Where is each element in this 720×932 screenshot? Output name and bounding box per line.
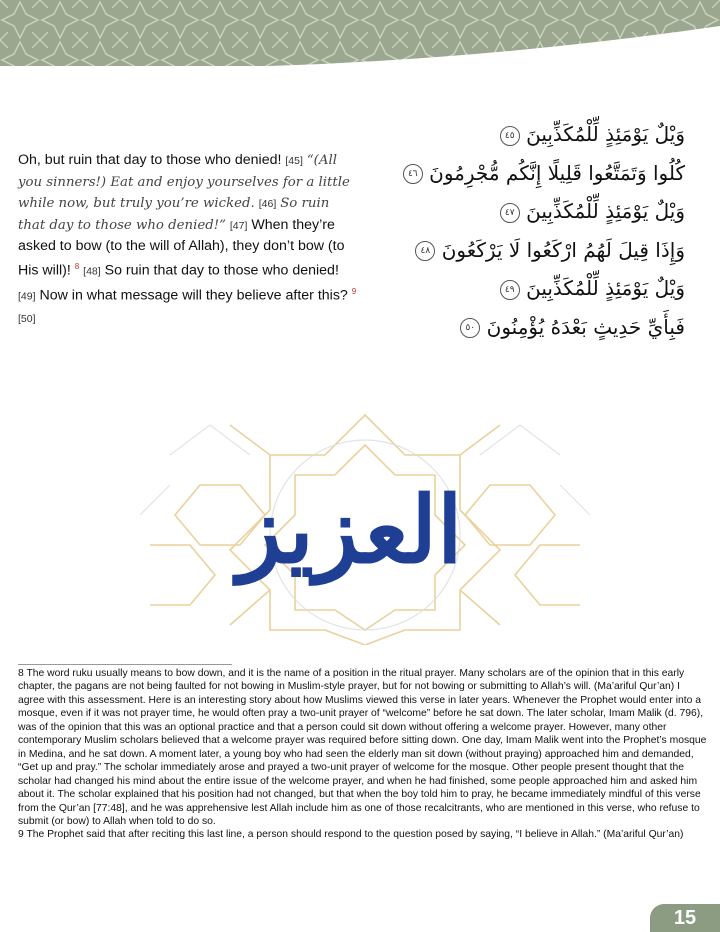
ayah-number-icon: ٤٩ <box>500 280 520 300</box>
page-number: 15 <box>650 904 720 932</box>
footnote-divider <box>18 664 232 665</box>
translation-text: Oh, but ruin that day to those who denied! <box>18 152 282 168</box>
arabic-verse-text: فَبِأَيِّ حَدِيثٍ بَعْدَهُ يُؤْمِنُونَ <box>486 314 685 339</box>
verse-number: [48] <box>83 265 101 278</box>
arabic-verse-text: وَإِذَا قِيلَ لَهُمُ ارْكَعُوا لَا يَرْكَعُونَ <box>441 237 685 262</box>
geometric-pattern-banner <box>0 0 720 66</box>
translation-text-italic: So ruin that day to those who denied!” <box>18 196 330 233</box>
translation-text: Now in what message will they believe after this? <box>39 288 348 305</box>
arabic-verse-text: كُلُوا وَتَمَتَّعُوا قَلِيلًا إِنَّكُم مُّجْرِمُونَ <box>429 160 685 185</box>
translation-text-italic: “(All you sinners!) Eat and enjoy yourselves for a little while now, but truly you’re wicked. <box>18 153 350 212</box>
arabic-verse <box>355 115 685 154</box>
arabic-verse <box>355 308 685 347</box>
ayah-number-icon: ٥٠ <box>460 318 480 338</box>
arabic-verse <box>355 269 685 308</box>
footnote-9: 9 The Prophet said that after reciting this last line, a person should respond to the question posed by saying, “I believe in Allah.” (Ma’ariful Qur’an) <box>18 829 684 841</box>
footnote-8: 8 The word ruku usually means to bow down, and it is the name of a position in the ritual prayer. Many scholars are of the opinion that in this early chapter, the pagans are not being faulted for not bowing in Muslim-style prayer, but for not bowing or submitting to Allah’s will. (Ma’ariful Qur’an) I agree with this assessment. Here is an interesting story about how Muslims viewed this verse in later years. Whenever the Prophet would enter into a mosque, even if it was not prayer time, he would often pray a two-unit prayer of “welcome” before he sat down. The later scholar, Imam Malik (d. 796), was of the opinion that this was an optional practice and that a person could sit down without offering a welcome prayer. However, many other contemporary Muslim scholars believed that a welcome prayer was required before sitting down. One day, Imam Malik went into the Prophet’s mosque in Medina, and he sat down. A moment later, a young boy who had seen the elderly man sit down (without praying) approached him and demanded, “Get up and pray.” The scholar immediately arose and prayed a two-unit prayer of welcome for the mosque. Other people present thought that the scholar had changed his mind about the entire issue of the welcome prayer, and when he had finished, some people approached him and asked him about it. The scholar explained that his position had not changed, but that when the boy told him to pray, he became immediately mindful of this verse from the Qur’an [77:48], and he was apprehensive lest Allah include him as one of those recalcitrants, who are mentioned in this verse, who refuse to submit (or bow) to Allah when told to do so. <box>18 668 707 827</box>
ayah-number-icon: ٤٥ <box>500 126 520 146</box>
ayah-number-icon: ٤٨ <box>415 241 435 261</box>
arabic-verse <box>355 231 685 270</box>
arabic-verse-text: وَيْلٌ يَوْمَئِذٍ لِّلْمُكَذِّبِينَ <box>526 199 685 223</box>
arabic-verse-text: وَيْلٌ يَوْمَئِذٍ لِّلْمُكَذِّبِينَ <box>526 276 685 300</box>
verse-number: [50] <box>18 312 36 325</box>
footnote-reference[interactable]: 8 <box>74 261 80 271</box>
ayah-number-icon: ٤٧ <box>500 203 520 223</box>
verse-number: [49] <box>18 291 36 304</box>
calligraphy-al-aziz: العزيز <box>237 476 463 584</box>
translation-block <box>18 150 358 329</box>
arabic-verse <box>355 154 685 193</box>
top-banner <box>0 0 720 66</box>
verse-number: [47] <box>229 219 248 232</box>
footnote-reference[interactable]: 9 <box>351 287 357 297</box>
arabic-verse-text: وَيْلٌ يَوْمَئِذٍ لِّلْمُكَذِّبِينَ <box>526 122 685 146</box>
translation-text: So ruin that day to those who denied! <box>104 262 339 279</box>
footnotes <box>18 667 708 842</box>
arabic-verses <box>355 115 685 346</box>
verse-number: [46] <box>258 198 277 211</box>
verse-number: [45] <box>285 155 303 167</box>
translation-text: When they’re asked to bow (to the will of Allah), they don’t bow (to His will)! <box>18 216 345 279</box>
arabic-verse <box>355 192 685 231</box>
ayah-number-icon: ٤٦ <box>403 164 423 184</box>
